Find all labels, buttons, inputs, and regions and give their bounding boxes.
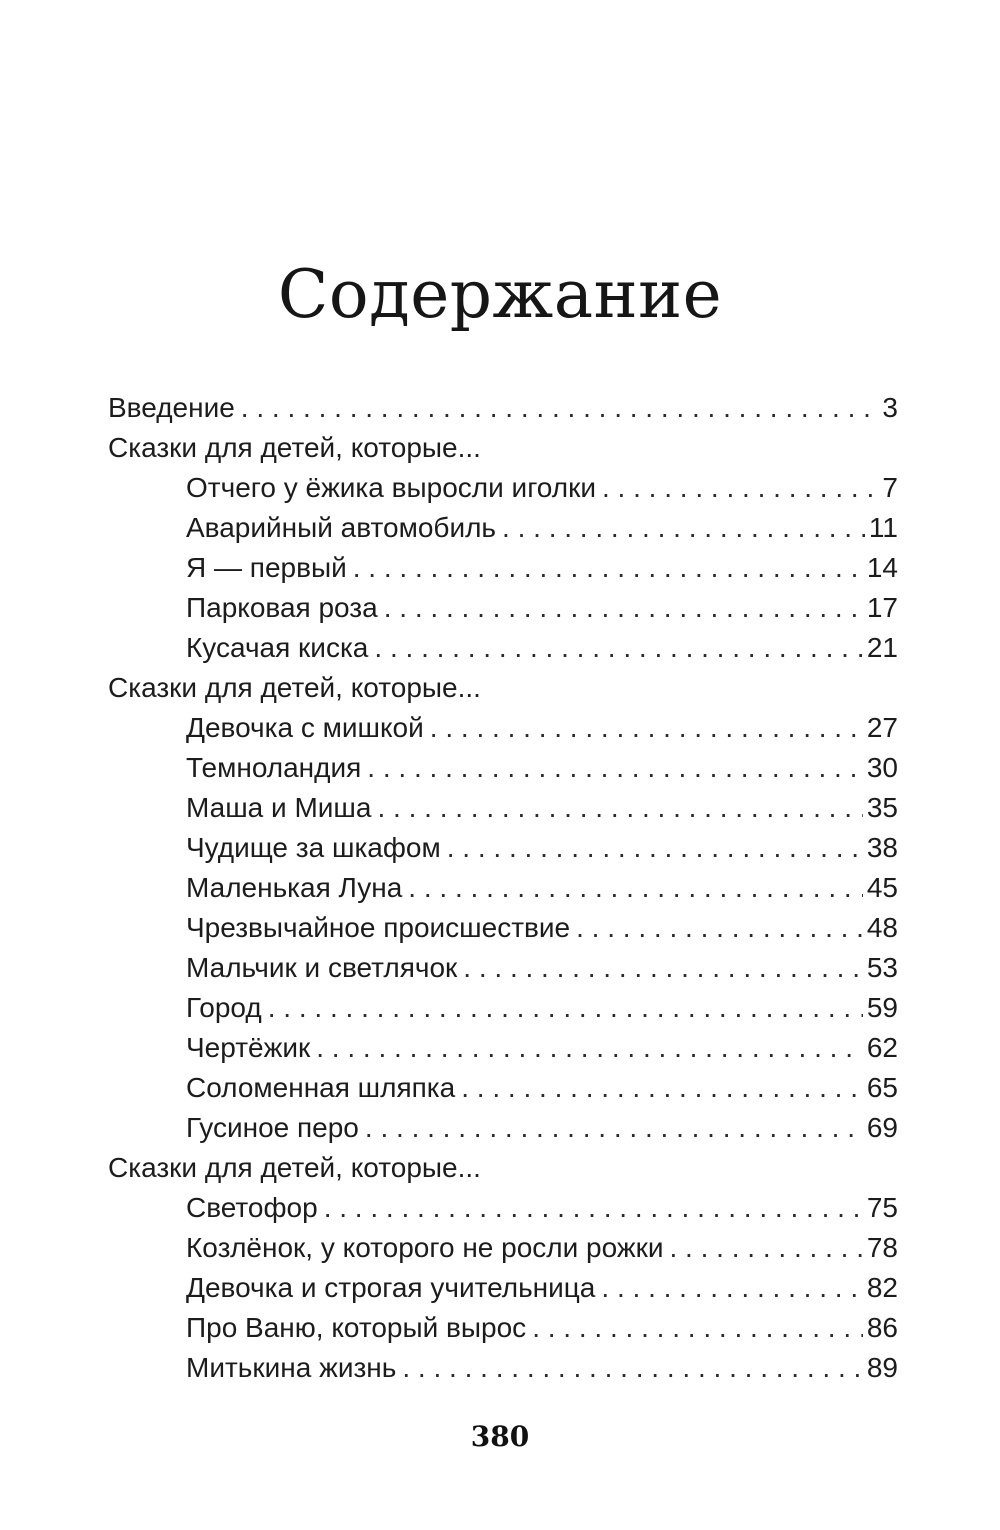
toc-entry-page: 75 [866, 1192, 898, 1223]
toc-entry-title: Сказки для детей, которые... [108, 672, 481, 703]
toc-entry-page: 82 [866, 1272, 898, 1303]
toc-entry-title: Козлёнок, у которого не росли рожки [186, 1232, 664, 1263]
toc-entry [108, 908, 898, 948]
toc-entry-page: 86 [866, 1312, 898, 1343]
toc-entry-title: Темноландия [186, 752, 362, 783]
dot-leader [316, 1028, 863, 1068]
toc-section-heading [108, 668, 898, 708]
dot-leader [602, 468, 878, 508]
dot-leader [408, 868, 863, 908]
toc-entry-page: 38 [866, 832, 898, 863]
toc-entry-page: 17 [866, 592, 898, 623]
toc-entry-title: Сказки для детей, которые... [108, 432, 481, 463]
toc-entry [108, 1188, 898, 1228]
dot-leader [367, 748, 863, 788]
toc-entry-page: 48 [866, 912, 898, 943]
toc-entry-page: 7 [882, 472, 898, 503]
toc-entry-page: 21 [866, 632, 898, 663]
toc-entry-title: Митькина жизнь [186, 1352, 397, 1383]
toc-entry-title: Парковая роза [186, 592, 378, 623]
toc-entry-page: 3 [882, 392, 898, 423]
dot-leader [502, 508, 865, 548]
toc-entry [108, 868, 898, 908]
dot-leader [374, 628, 862, 668]
toc-entry [108, 508, 898, 548]
page-title: Содержание [277, 256, 723, 333]
toc-entry-title: Город [186, 992, 262, 1023]
dot-leader [402, 1348, 863, 1388]
toc-entry-page: 45 [866, 872, 898, 903]
toc-entry [108, 1228, 898, 1268]
toc-entry [108, 1308, 898, 1348]
toc-entry [108, 588, 898, 628]
toc-entry-title: Я — первый [186, 552, 347, 583]
toc-entry-page: 11 [868, 512, 898, 543]
toc-entry-title: Аварийный автомобиль [186, 512, 497, 543]
dot-leader [601, 1268, 862, 1308]
toc-entry-title: Сказки для детей, которые... [108, 1152, 481, 1183]
dot-leader [268, 988, 863, 1028]
toc-entry-title: Соломенная шляпка [186, 1072, 456, 1103]
toc-entry [108, 748, 898, 788]
toc-entry [108, 788, 898, 828]
toc-entry [108, 1108, 898, 1148]
dot-leader [670, 1228, 863, 1268]
toc-entry [108, 948, 898, 988]
toc-entry-page: 65 [866, 1072, 898, 1103]
dot-leader [384, 588, 863, 628]
dot-leader [532, 1308, 863, 1348]
dot-leader [377, 788, 862, 828]
toc-entry [108, 468, 898, 508]
toc-entry [108, 988, 898, 1028]
toc-entry-page: 27 [866, 712, 898, 743]
toc-entry-title: Маша и Миша [186, 792, 372, 823]
toc-entry-title: Девочка с мишкой [186, 712, 424, 743]
toc-entry-title: Маленькая Луна [186, 872, 403, 903]
page-number: 380 [470, 1420, 530, 1453]
toc-entry-page: 35 [866, 792, 898, 823]
toc-entry-page: 14 [866, 552, 898, 583]
toc-entry-title: Чудище за шкафом [186, 832, 441, 863]
toc-entry-title: Девочка и строгая учительница [186, 1272, 596, 1303]
table-of-contents [108, 388, 898, 1388]
toc-entry [108, 628, 898, 668]
toc-entry-title: Чертёжик [186, 1032, 311, 1063]
toc-entry-page: 53 [866, 952, 898, 983]
dot-leader [241, 388, 879, 428]
dot-leader [447, 828, 863, 868]
toc-entry-title: Отчего у ёжика выросли иголки [186, 472, 596, 503]
toc-entry-title: Мальчик и светлячок [186, 952, 458, 983]
toc-entry-page: 78 [866, 1232, 898, 1263]
toc-entry [108, 548, 898, 588]
toc-section-heading [108, 1148, 898, 1188]
toc-entry-page: 30 [866, 752, 898, 783]
toc-entry-page: 62 [866, 1032, 898, 1063]
toc-entry [108, 828, 898, 868]
dot-leader [365, 1108, 863, 1148]
toc-entry-page: 59 [866, 992, 898, 1023]
toc-entry-title: Чрезвычайное происшествие [186, 912, 571, 943]
toc-entry-title: Гусиное перо [186, 1112, 359, 1143]
toc-entry [108, 388, 898, 428]
toc-entry-page: 89 [866, 1352, 898, 1383]
dot-leader [461, 1068, 863, 1108]
toc-entry-title: Про Ваню, который вырос [186, 1312, 527, 1343]
dot-leader [353, 548, 863, 588]
dot-leader [324, 1188, 863, 1228]
toc-entry-page: 69 [866, 1112, 898, 1143]
dot-leader [463, 948, 863, 988]
dot-leader [576, 908, 863, 948]
toc-entry-title: Кусачая киска [186, 632, 369, 663]
toc-entry [108, 1068, 898, 1108]
toc-entry [108, 708, 898, 748]
toc-section-heading [108, 428, 898, 468]
toc-entry-title: Введение [108, 392, 235, 423]
toc-entry [108, 1348, 898, 1388]
toc-entry [108, 1268, 898, 1308]
toc-entry [108, 1028, 898, 1068]
dot-leader [430, 708, 863, 748]
toc-entry-title: Светофор [186, 1192, 318, 1223]
